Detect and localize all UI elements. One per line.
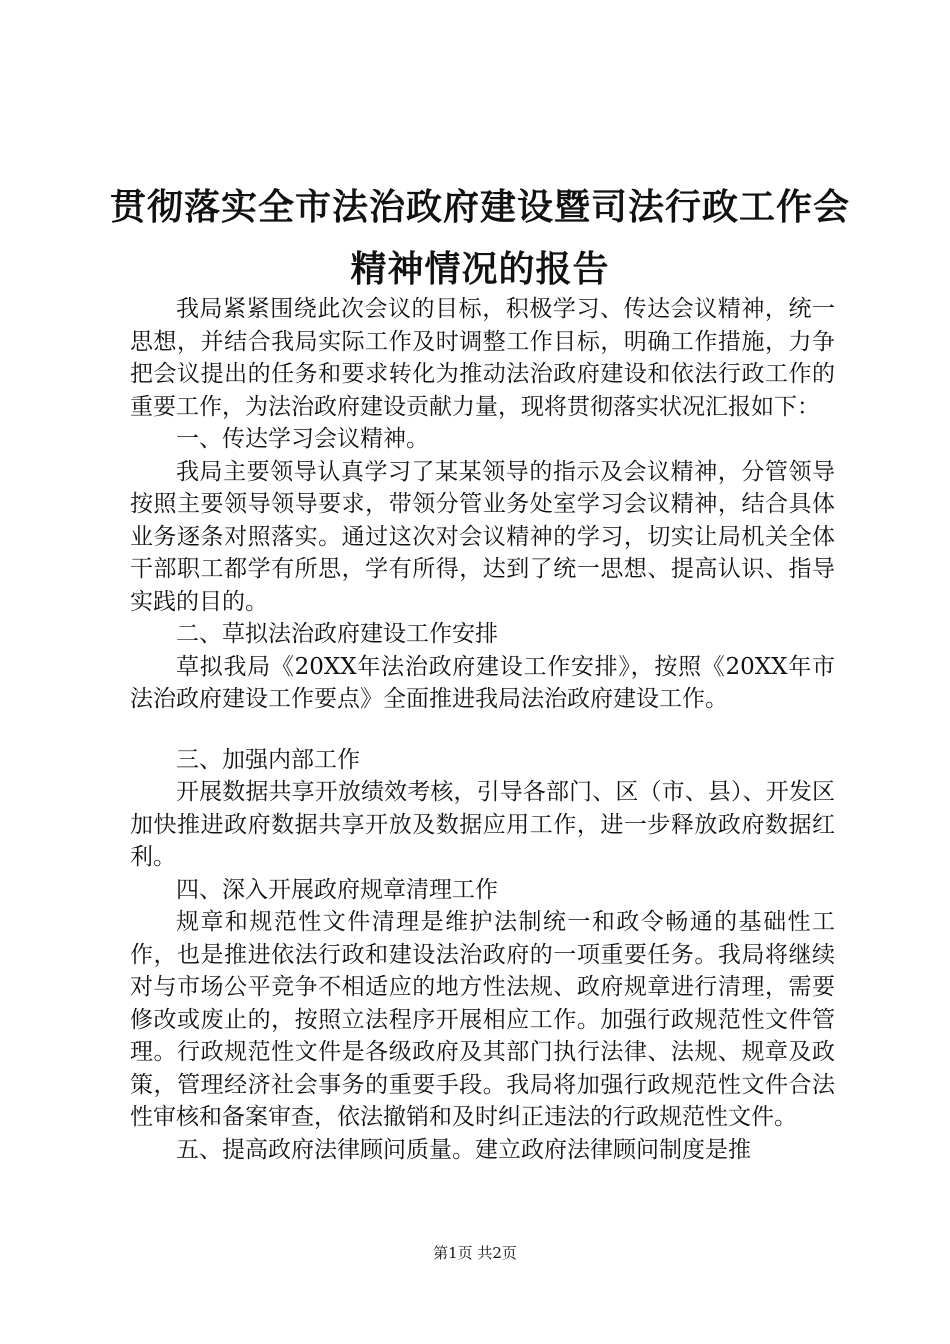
page-number-footer: 第1页 共2页 (433, 1244, 517, 1262)
document-body (130, 293, 835, 1166)
document-title-line-2: 精神情况的报告 (350, 248, 610, 290)
paragraph-section-1: 我局主要领导认真学习了某某领导的指示及会议精神，分管领导按照主要领导领导要求，带领分管业务处室学习会议精神，结合具体业务逐条对照落实。通过这次对会议精神的学习，切实让局机关全体干部职工都学有所思，学有所得，达到了统一思想、提高认识、指导实践的目的。 (130, 458, 835, 615)
paragraph-section-2: 草拟我局《20XX年法治政府建设工作安排》，按照《20XX年市法治政府建设工作要点》全面推进我局法治政府建设工作。 (130, 653, 835, 712)
section-heading-4: 四、深入开展政府规章清理工作 (176, 876, 498, 903)
section-heading-1: 一、传达学习会议精神。 (176, 426, 429, 452)
paragraph-section-5: 五、提高政府法律顾问质量。建立政府法律顾问制度是推 (176, 1136, 751, 1163)
document-title-line-1: 贯彻落实全市法治政府建设暨司法行政工作会 (109, 186, 850, 228)
paragraph-section-3: 开展数据共享开放绩效考核，引导各部门、区（市、县）、开发区加快推进政府数据共享开放及数据应用工作，进一步释放政府数据红利。 (130, 779, 835, 870)
section-heading-2: 二、草拟法治政府建设工作安排 (176, 621, 498, 647)
section-heading-3: 三、加强内部工作 (176, 746, 360, 773)
paragraph-intro: 我局紧紧围绕此次会议的目标，积极学习、传达会议精神，统一思想，并结合我局实际工作及时调整工作目标，明确工作措施，力争把会议提出的任务和要求转化为推动法治政府建设和依法行政工作的重要工作，为法治政府建设贡献力量，现将贯彻落实状况汇报如下： (130, 296, 835, 420)
paragraph-section-4: 规章和规范性文件清理是维护法制统一和政令畅通的基础性工作，也是推进依法行政和建设法治政府的一项重要任务。我局将继续对与市场公平竞争不相适应的地方性法规、政府规章进行清理，需要修改或废止的，按照立法程序开展相应工作。加强行政规范性文件管理。行政规范性文件是各级政府及其部门执行法律、法规、规章及政策，管理经济社会事务的重要手段。我局将加强行政规范性文件合法性审核和备案审查，依法撤销和及时纠正违法的行政规范性文件。 (130, 909, 835, 1130)
